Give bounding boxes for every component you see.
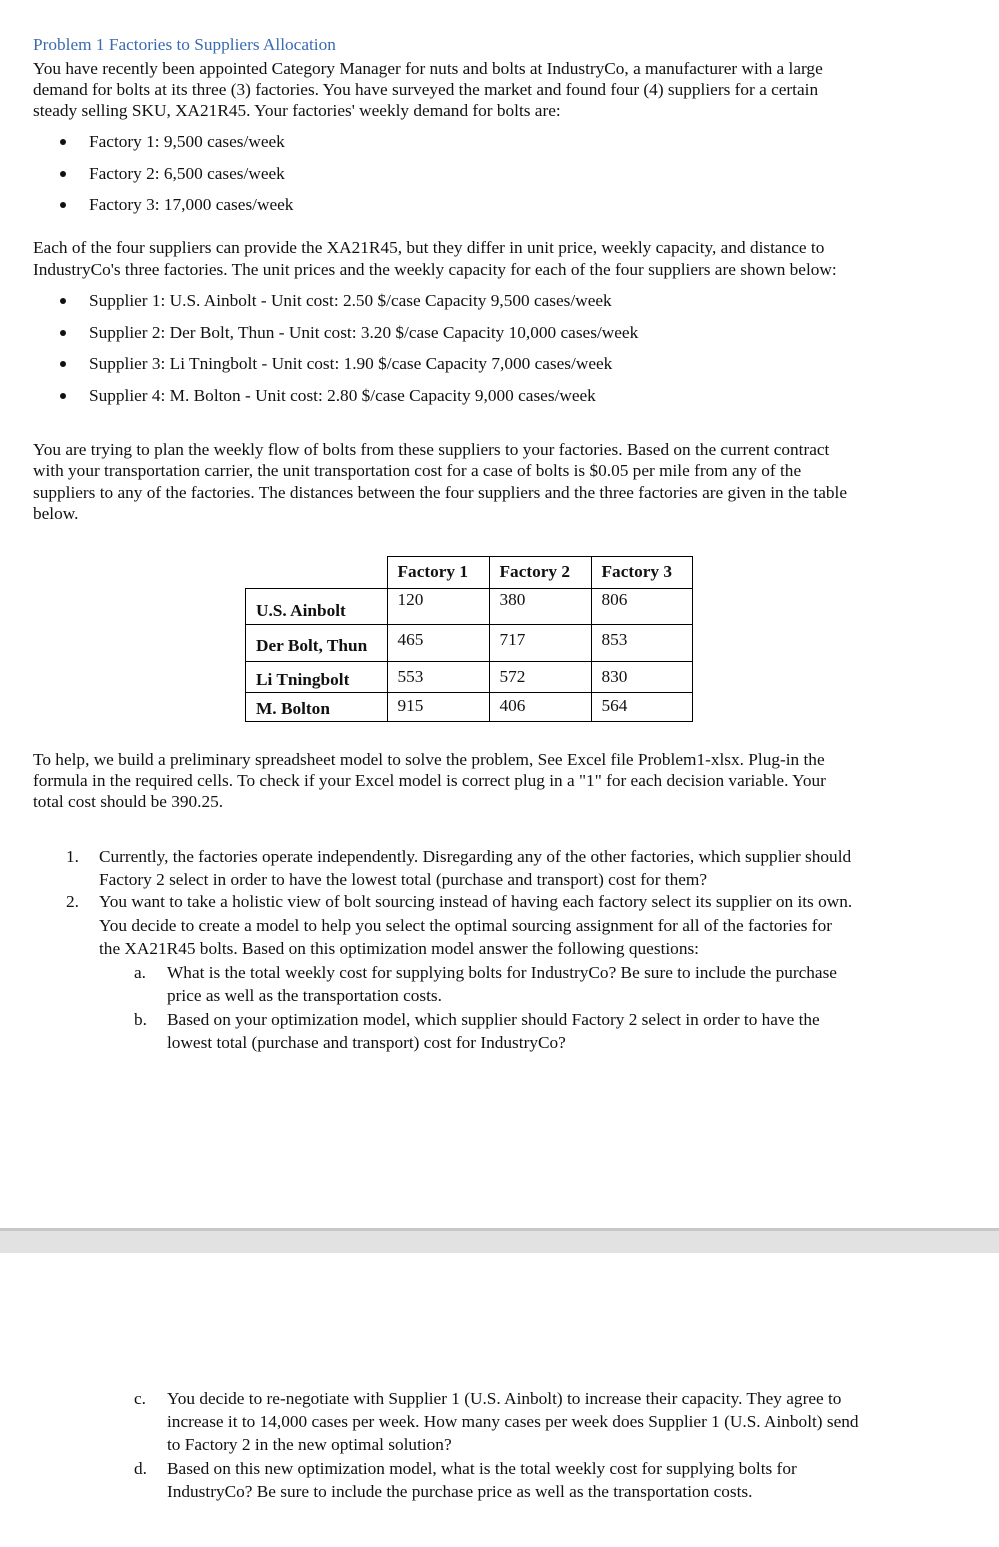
plan-line: with your transportation carrier, the unit transportation cost for a case of bolts is $0.05 per mile from any of the	[33, 461, 802, 480]
question-number: 1.	[66, 847, 79, 866]
question-line: Factory 2 select in order to have the lowest total (purchase and transport) cost for them?	[99, 870, 707, 889]
bullet-icon	[60, 330, 66, 336]
table-header-cell: Factory 3	[591, 557, 692, 589]
question-letter: a.	[134, 963, 146, 982]
table-cell: 465	[387, 625, 489, 662]
question-line: What is the total weekly cost for supplying bolts for IndustryCo? Be sure to include the purchase	[167, 963, 837, 982]
table-cell: 120	[387, 589, 489, 625]
list-item: Supplier 2: Der Bolt, Thun - Unit cost: 3.20 $/case Capacity 10,000 cases/week	[89, 323, 639, 342]
table-header-row	[246, 557, 693, 589]
question-line: Based on your optimization model, which supplier should Factory 2 select in order to have the	[167, 1010, 820, 1029]
help-line: formula in the required cells. To check if your Excel model is correct plug in a "1" for each decision variable. Your	[33, 771, 826, 790]
question-number: 2.	[66, 892, 79, 911]
list-item: Factory 2: 6,500 cases/week	[89, 164, 285, 183]
question-line: the XA21R45 bolts. Based on this optimization model answer the following questions:	[99, 939, 699, 958]
question-line: You decide to create a model to help you select the optimal sourcing assignment for all of the factories for	[99, 916, 832, 935]
question-line: to Factory 2 in the new optimal solution?	[167, 1435, 452, 1454]
table-row-label: Der Bolt, Thun	[246, 625, 388, 662]
table-cell: 915	[387, 693, 489, 722]
bullet-icon	[60, 202, 66, 208]
list-item: Factory 1: 9,500 cases/week	[89, 132, 285, 151]
list-item: Supplier 3: Li Tningbolt - Unit cost: 1.90 $/case Capacity 7,000 cases/week	[89, 354, 613, 373]
table-cell: 806	[591, 589, 692, 625]
question-line: price as well as the transportation costs.	[167, 986, 442, 1005]
table-header-cell: Factory 1	[387, 557, 489, 589]
table-row-label: Li Tningbolt	[246, 662, 388, 693]
table-row-label: M. Bolton	[246, 693, 388, 722]
intro-line: demand for bolts at its three (3) factories. You have surveyed the market and found four (4) suppliers for a certain	[33, 80, 819, 99]
plan-line: below.	[33, 504, 79, 523]
help-line: To help, we build a preliminary spreadsheet model to solve the problem, See Excel file Problem1-xlsx. Plug-in the	[33, 750, 825, 769]
bullet-icon	[60, 393, 66, 399]
table-cell: 717	[489, 625, 591, 662]
bullet-icon	[60, 298, 66, 304]
table-row	[246, 625, 693, 662]
table-cell: 572	[489, 662, 591, 693]
table-cell: 406	[489, 693, 591, 722]
question-line: lowest total (purchase and transport) cost for IndustryCo?	[167, 1033, 566, 1052]
table-row	[246, 662, 693, 693]
list-item: Supplier 1: U.S. Ainbolt - Unit cost: 2.50 $/case Capacity 9,500 cases/week	[89, 291, 612, 310]
table-cell: 553	[387, 662, 489, 693]
question-line: Currently, the factories operate independently. Disregarding any of the other factories, which supplier should	[99, 847, 852, 866]
table-row-label: U.S. Ainbolt	[246, 589, 388, 625]
bullet-icon	[60, 361, 66, 367]
table-row	[246, 589, 693, 625]
question-letter: b.	[134, 1010, 147, 1029]
plan-line: You are trying to plan the weekly flow of bolts from these suppliers to your factories. Based on the current contract	[33, 440, 830, 459]
suppliers-intro-line: IndustryCo's three factories. The unit prices and the weekly capacity for each of the four suppliers are shown below:	[33, 260, 837, 279]
table-cell: 564	[591, 693, 692, 722]
question-line: increase it to 14,000 cases per week. How many cases per week does Supplier 1 (U.S. Ainbolt) send	[167, 1412, 859, 1431]
suppliers-intro-line: Each of the four suppliers can provide the XA21R45, but they differ in unit price, weekly capacity, and distance to	[33, 238, 825, 257]
bullet-icon	[60, 139, 66, 145]
table-cell: 853	[591, 625, 692, 662]
bullet-icon	[60, 171, 66, 177]
question-line: You decide to re-negotiate with Supplier 1 (U.S. Ainbolt) to increase their capacity. They agree to	[167, 1389, 842, 1408]
question-line: Based on this new optimization model, what is the total weekly cost for supplying bolts for	[167, 1459, 797, 1478]
problem-title: Problem 1 Factories to Suppliers Allocation	[33, 35, 336, 54]
question-letter: d.	[134, 1459, 147, 1478]
list-item: Supplier 4: M. Bolton - Unit cost: 2.80 $/case Capacity 9,000 cases/week	[89, 386, 596, 405]
table-cell: 380	[489, 589, 591, 625]
plan-line: suppliers to any of the factories. The distances between the four suppliers and the three factories are given in the table	[33, 483, 848, 502]
question-letter: c.	[134, 1389, 146, 1408]
question-line: IndustryCo? Be sure to include the purchase price as well as the transportation costs.	[167, 1482, 753, 1501]
table-row	[246, 693, 693, 722]
question-line: You want to take a holistic view of bolt sourcing instead of having each factory select its supplier on its own.	[99, 892, 853, 911]
help-line: total cost should be 390.25.	[33, 792, 224, 811]
table-header-cell: Factory 2	[489, 557, 591, 589]
list-item: Factory 3: 17,000 cases/week	[89, 195, 294, 214]
intro-line: You have recently been appointed Category Manager for nuts and bolts at IndustryCo, a manufacturer with a large	[33, 59, 823, 78]
table-cell: 830	[591, 662, 692, 693]
page-separator	[0, 1228, 999, 1253]
distance-table	[245, 556, 693, 722]
intro-line: steady selling SKU, XA21R45. Your factories' weekly demand for bolts are:	[33, 101, 561, 120]
table-corner-cell	[246, 557, 388, 589]
